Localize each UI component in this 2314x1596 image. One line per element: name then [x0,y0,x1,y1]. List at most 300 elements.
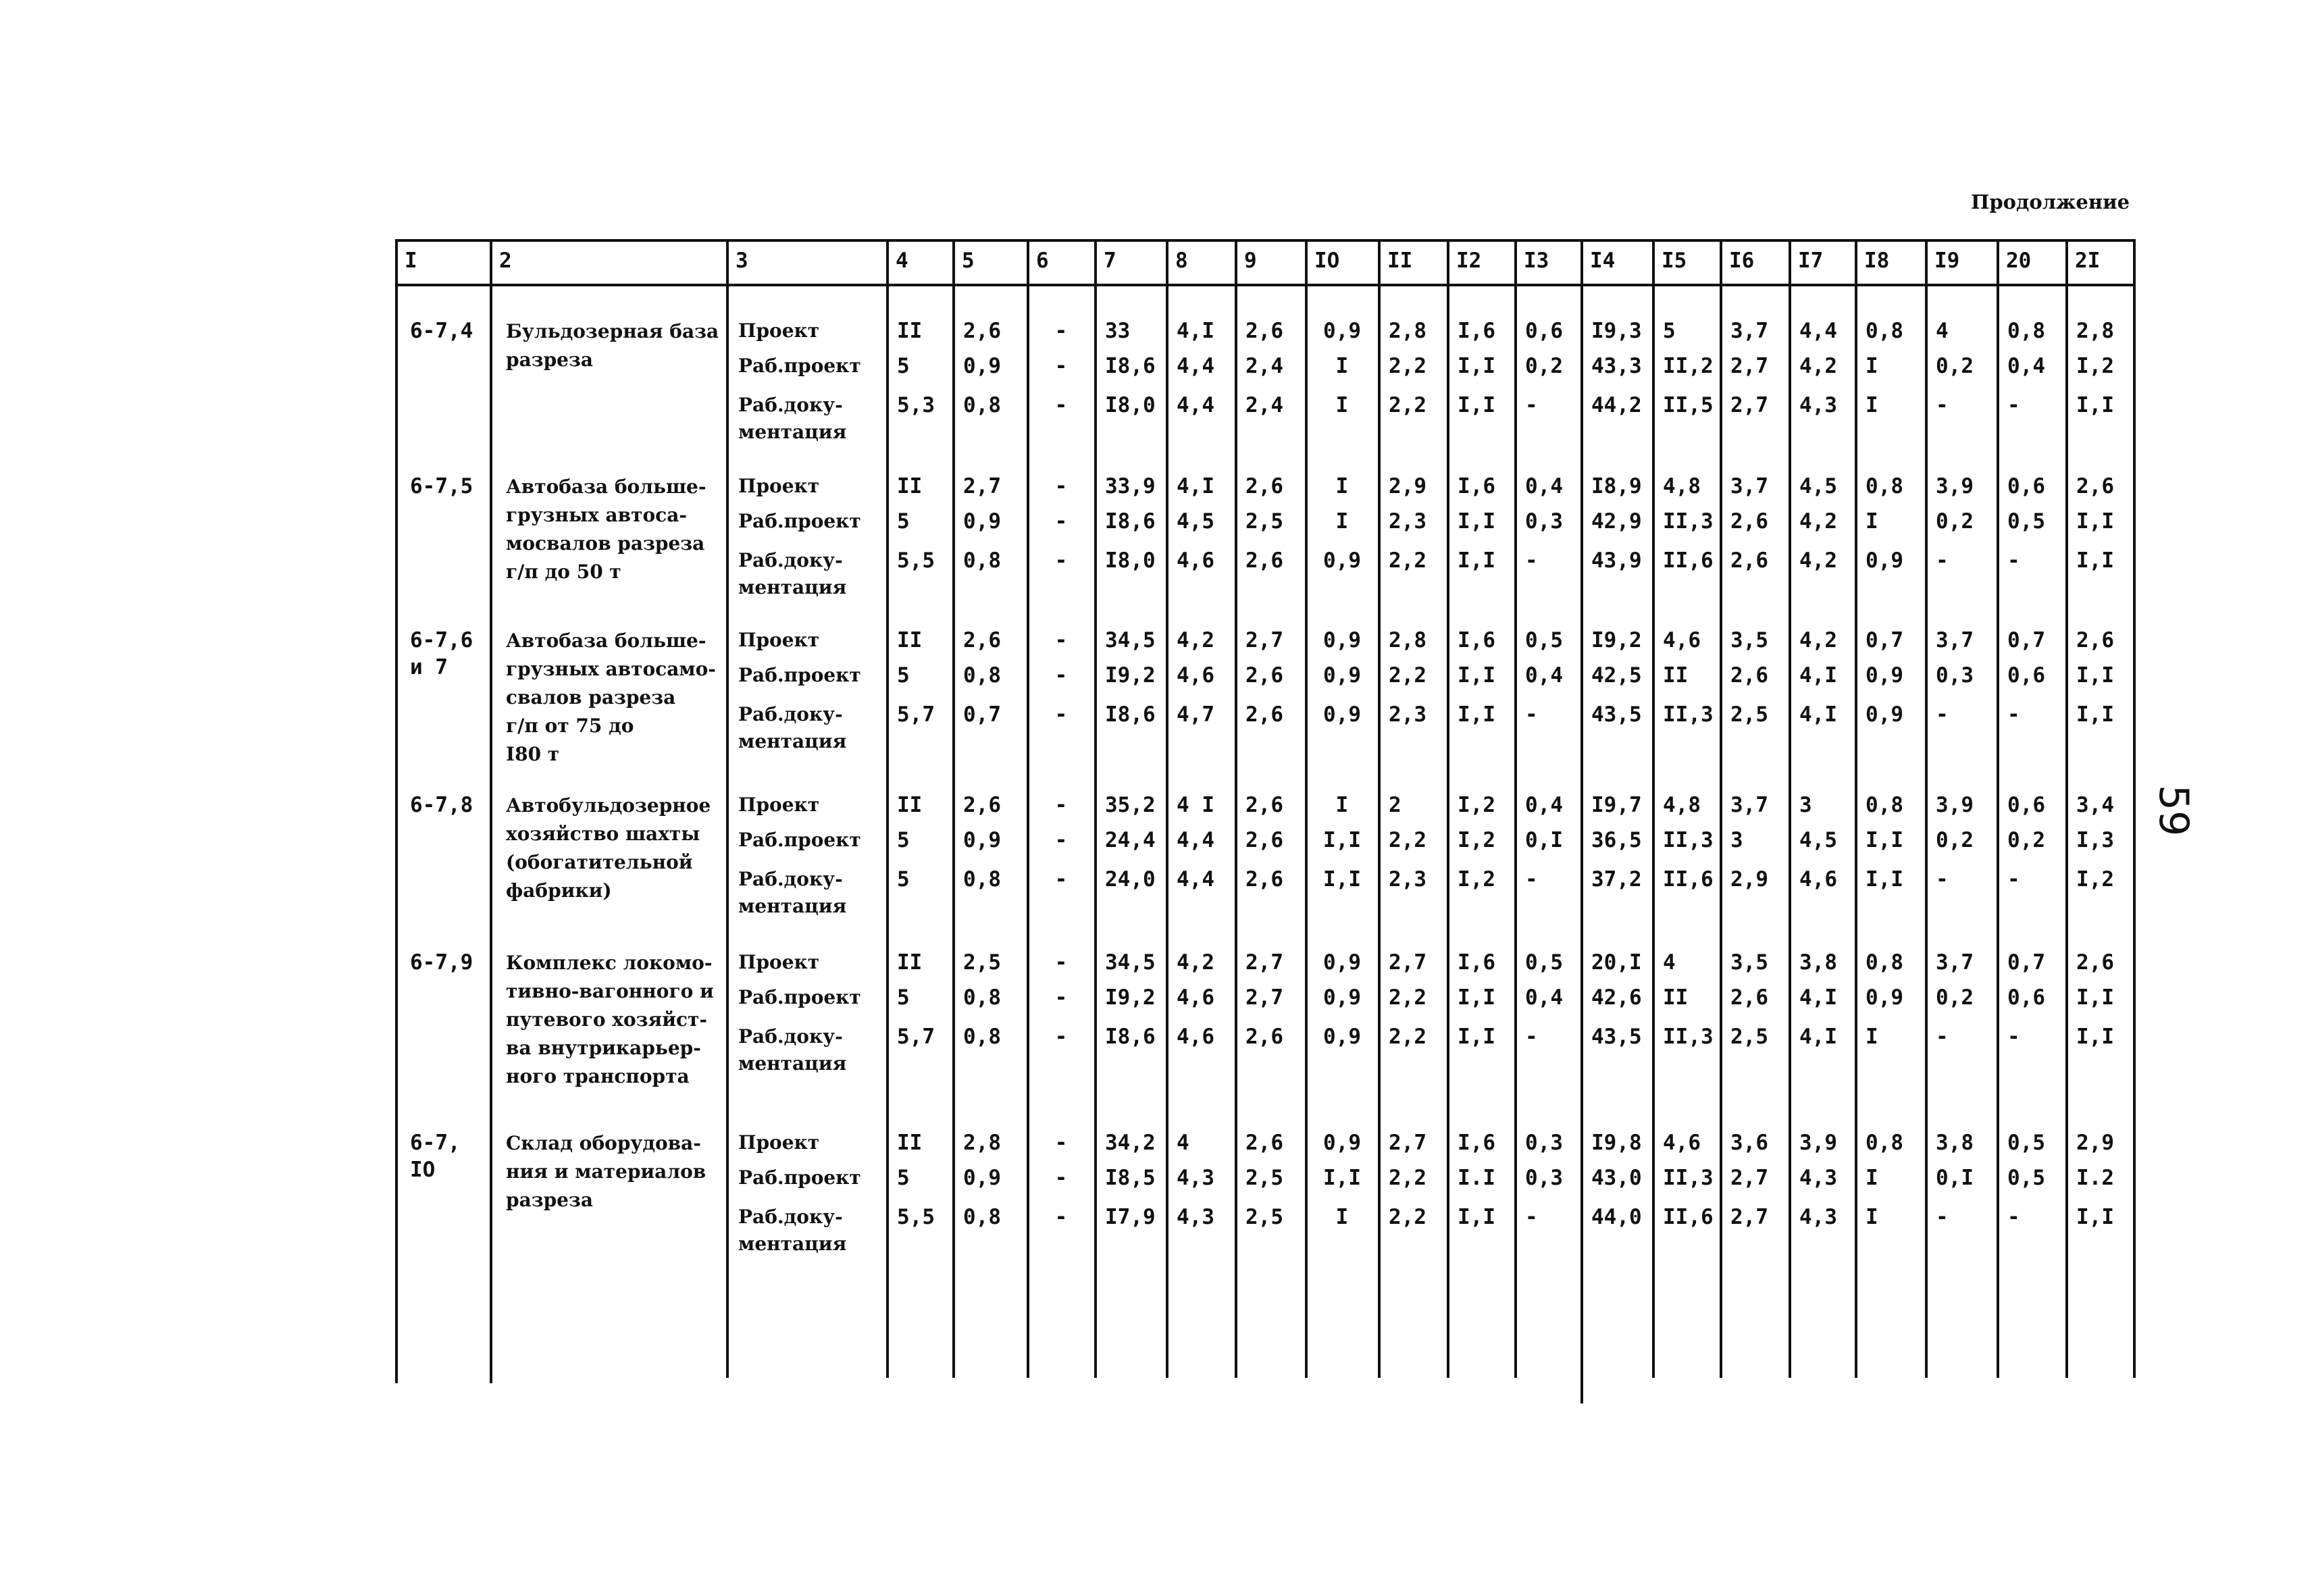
table-cell: 43,0 [1591,1166,1642,1190]
table-cell: - [1525,867,1538,892]
table-cell: 5,7 [897,1025,935,1049]
stage-label: Раб.доку- ментация [738,703,847,752]
table-cell: 0,I [1936,1166,1974,1190]
table-cell: 2,6 [1245,548,1283,573]
table-cell: I8,9 [1591,474,1642,498]
table-cell: I,I [1458,509,1495,534]
table-cell: 4,6 [1799,867,1837,892]
table-cell: 3,9 [1799,1131,1837,1155]
table-cell: 2,6 [2076,474,2114,498]
table-cell: 36,5 [1591,828,1642,852]
table-cell: 5 [897,985,910,1010]
table-cell: 24,0 [1105,867,1156,892]
table-cell: 0,6 [2007,793,2045,817]
table-cell: - [1054,509,1068,534]
table-cell: I,2 [1458,867,1495,892]
table-cell: II [897,1131,923,1155]
table-cell: I,2 [2076,867,2114,892]
table-cell: 2,2 [1389,1025,1426,1049]
table-cell: 0,7 [2007,628,2045,652]
table-cell: 4,8 [1663,474,1701,498]
table-cell: 2,5 [963,950,1001,975]
table-cell: - [2007,867,2020,892]
table-cell: - [1054,793,1068,817]
column-rule [726,239,729,1378]
table-cell: I8,0 [1105,548,1156,573]
table-cell: 2,2 [1389,548,1426,573]
table-cell: 3,7 [1730,474,1768,498]
table-cell: - [1054,1025,1068,1049]
table-cell: 2,6 [1245,793,1283,817]
table-cell: 0,8 [1866,319,1903,343]
table-cell: 3,5 [1730,950,1768,975]
group-code: 6-7,4 [410,319,473,343]
table-cell: 4,6 [1177,1025,1214,1049]
table-cell: 2,7 [1245,985,1283,1010]
table-cell: I,I [2076,393,2114,417]
table-cell: 2,5 [1245,1205,1283,1229]
table-cell: 0,8 [2007,319,2045,343]
table-cell: 0,4 [2007,354,2045,378]
table-cell: I,I [2076,985,2114,1010]
table-cell: 0,8 [963,393,1001,417]
table-cell: 2,6 [1730,509,1768,534]
table-cell: 2,3 [1389,702,1426,727]
table-cell: 0,7 [1866,628,1903,652]
table-cell: - [1054,828,1068,852]
table-cell: I,I [1458,548,1495,573]
table-cell: 2,4 [1245,393,1283,417]
table-cell: - [1054,1205,1068,1229]
table-cell: I.2 [2076,1166,2114,1190]
table-cell: I,I [1458,354,1495,378]
table-cell: 4,2 [1177,950,1214,975]
table-cell: I,6 [1458,1131,1495,1155]
table-cell: 2,8 [963,1131,1001,1155]
table-cell: I,I [1323,828,1361,852]
table-cell: 0,9 [963,509,1001,534]
table-cell: 0,9 [1323,548,1361,573]
table-cell: 0,7 [963,702,1001,727]
table-cell: 5 [1663,319,1676,343]
table-cell: I.I [1458,1166,1495,1190]
stage-label: Раб.проект [738,1166,861,1189]
table-cell: 0,8 [963,548,1001,573]
table-cell: 4,4 [1177,828,1214,852]
table-cell: 0,I [1525,828,1563,852]
table-cell: 3 [1730,828,1743,852]
table-cell: - [1054,867,1068,892]
table-cell: 43,5 [1591,702,1642,727]
table-cell: 2,7 [963,474,1001,498]
table-cell: I,I [1458,702,1495,727]
table-top-rule [395,239,2136,242]
table-cell: 4 [1936,319,1949,343]
table-cell: 4,I [1799,1025,1837,1049]
table-cell: 0,5 [2007,1166,2045,1190]
table-cell: - [1054,628,1068,652]
table-cell: 4,I [1799,985,1837,1010]
table-cell: - [2007,393,2020,417]
table-cell: - [1054,1166,1068,1190]
table-cell: I,I [2076,509,2114,534]
stage-label: Раб.проект [738,664,861,686]
table-cell: 2,9 [1389,474,1426,498]
table-cell: - [1054,663,1068,688]
table-cell: I,I [1866,828,1903,852]
table-cell: 34,2 [1105,1131,1156,1155]
table-cell: 2,5 [1730,1025,1768,1049]
table-cell: 2,7 [1245,950,1283,975]
table-cell: 42,5 [1591,663,1642,688]
table-cell: 2,6 [1245,828,1283,852]
table-cell: I8,6 [1105,354,1156,378]
column-header: I4 [1590,249,1616,273]
table-cell: 3 [1799,793,1812,817]
column-header: 8 [1175,249,1188,273]
table-cell: 42,6 [1591,985,1642,1010]
table-cell: I [1335,793,1349,817]
table-cell: I9,2 [1591,628,1642,652]
column-header: II [1387,249,1413,273]
table-cell: I,I [1458,1205,1495,1229]
table-cell: 3,7 [1936,950,1974,975]
table-cell: 0,2 [1936,828,1974,852]
table-cell: 44,0 [1591,1205,1642,1229]
column-header: I7 [1798,249,1824,273]
column-header: I2 [1456,249,1482,273]
table-cell: II,6 [1663,548,1714,573]
table-cell: 0,9 [1323,950,1361,975]
table-cell: I,6 [1458,319,1495,343]
table-cell: I,2 [1458,793,1495,817]
table-cell: 4,3 [1177,1166,1214,1190]
group-name: Автобаза больше- грузных автоса- мосвалов разреза г/п до 50 т [506,475,706,583]
table-cell: I [1866,509,1878,534]
table-cell: 4,I [1177,474,1214,498]
table-cell: I8,5 [1105,1166,1156,1190]
table-cell: - [1054,393,1068,417]
table-cell: 20,I [1591,950,1642,975]
table-cell: 4,4 [1177,867,1214,892]
table-cell: 5 [897,828,910,852]
table-cell: 4 [1663,950,1676,975]
table-cell: - [2007,1025,2020,1049]
table-cell: 4,6 [1663,628,1701,652]
table-cell: - [1525,393,1538,417]
table-cell: 4,I [1799,702,1837,727]
group-name: Автобульдозерное хозяйство шахты (обогатительной фабрики) [506,794,711,902]
table-cell: 2,7 [1730,354,1768,378]
table-cell: I,I [2076,1025,2114,1049]
table-cell: II,6 [1663,867,1714,892]
table-cell: - [1054,548,1068,573]
table-cell: 0,4 [1525,985,1563,1010]
table-cell: II,3 [1663,509,1714,534]
table-cell: - [1936,393,1949,417]
table-cell: - [2007,1205,2020,1229]
table-cell: 0,9 [1866,548,1903,573]
table-cell: 5,5 [897,548,935,573]
table-cell: 0,8 [963,663,1001,688]
table-cell: 24,4 [1105,828,1156,852]
stage-label: Раб.доку- ментация [738,1025,847,1075]
table-cell: 0,8 [963,867,1001,892]
table-cell: 4,6 [1177,663,1214,688]
table-cell: 2,9 [2076,1131,2114,1155]
column-header: 4 [896,249,908,273]
column-header: IO [1314,249,1340,273]
table-cell: 0,8 [963,1025,1001,1049]
table-cell: 0,4 [1525,663,1563,688]
table-cell: I [1335,354,1349,378]
table-cell: II,3 [1663,1025,1714,1049]
table-cell: - [1936,1025,1949,1049]
table-cell: 44,2 [1591,393,1642,417]
table-cell: 4,5 [1799,474,1837,498]
table-cell: 3,8 [1936,1131,1974,1155]
stage-label: Проект [738,794,820,816]
table-cell: 2,6 [1730,663,1768,688]
table-cell: - [1525,702,1538,727]
table-cell: 2,2 [1389,985,1426,1010]
table-cell: 0,5 [2007,1131,2045,1155]
table-cell: 2,6 [963,319,1001,343]
table-cell: 0,4 [1525,793,1563,817]
table-cell: 2,4 [1245,354,1283,378]
header-bottom-rule [395,284,2136,286]
group-name: Автобаза больше- грузных автосамо- свалов разреза г/п от 75 до I80 т [506,629,716,765]
table-cell: 2,7 [1389,950,1426,975]
column-header: 7 [1104,249,1116,273]
table-cell: 0,2 [1525,354,1563,378]
table-cell: 4,4 [1177,393,1214,417]
table-cell: 2,6 [1245,1025,1283,1049]
table-cell: - [1054,474,1068,498]
table-cell: 4,3 [1177,1205,1214,1229]
table-cell: 2,2 [1389,354,1426,378]
table-cell: 4,2 [1799,628,1837,652]
column-rule [395,239,398,1383]
table-cell: 4,I [1799,663,1837,688]
table-cell: II [897,319,923,343]
table-cell: 0,9 [963,828,1001,852]
table-cell: I,I [1458,393,1495,417]
column-header: I5 [1662,249,1687,273]
table-cell: 0,9 [1323,1131,1361,1155]
table-cell: 4,4 [1177,354,1214,378]
column-header: 3 [736,249,748,273]
table-cell: 0,9 [1323,985,1361,1010]
stage-label: Проект [738,629,820,651]
group-name: Комплекс локомо- тивно-вагонного и путевого хозяйст- ва внутрикарьер- ного транспорта [506,952,714,1087]
table-cell: 0,9 [1323,663,1361,688]
table-cell: 2,6 [963,628,1001,652]
column-header: I8 [1864,249,1890,273]
table-cell: I,6 [1458,474,1495,498]
table-cell: 4,6 [1177,548,1214,573]
column-header: 6 [1036,249,1049,273]
table-cell: 0,9 [1866,702,1903,727]
table-cell: I9,8 [1591,1131,1642,1155]
table-cell: 2,8 [2076,319,2114,343]
stage-label: Раб.проект [738,829,861,851]
table-cell: 2,6 [1245,702,1283,727]
table-cell: 5,5 [897,1205,935,1229]
column-header: 2 [499,249,512,273]
table-cell: 5 [897,663,910,688]
table-cell: 0,5 [2007,509,2045,534]
table-cell: I9,2 [1105,663,1156,688]
table-cell: 4,3 [1799,1166,1837,1190]
table-cell: - [1936,1205,1949,1229]
table-cell: 4,I [1177,319,1214,343]
column-header: I [405,249,417,273]
column-header: 2I [2075,249,2101,273]
table-cell: II [1663,985,1689,1010]
table-cell: II,3 [1663,1166,1714,1190]
table-cell: 3,7 [1730,793,1768,817]
table-cell: 2,2 [1389,1205,1426,1229]
table-cell: I,I [1866,867,1903,892]
table-cell: 33,9 [1105,474,1156,498]
table-cell: 0,8 [1866,474,1903,498]
stage-label: Раб.проект [738,510,861,532]
table-cell: I,I [1458,663,1495,688]
table-cell: 0,9 [1866,985,1903,1010]
table-cell: 3,4 [2076,793,2114,817]
table-cell: 0,3 [1525,1131,1563,1155]
table-cell: 43,3 [1591,354,1642,378]
table-cell: 2,6 [2076,628,2114,652]
stage-label: Проект [738,319,820,342]
table-cell: I [1866,1205,1878,1229]
table-cell: - [1525,1025,1538,1049]
table-cell: 0,2 [1936,354,1974,378]
table-cell: 3,8 [1799,950,1837,975]
table-cell: - [2007,548,2020,573]
table-cell: 42,9 [1591,509,1642,534]
table-cell: 5,7 [897,702,935,727]
table-cell: I,I [1323,1166,1361,1190]
table-cell: I,I [2076,548,2114,573]
table-cell: II,3 [1663,702,1714,727]
table-cell: 3,5 [1730,628,1768,652]
table-cell: 4,2 [1799,548,1837,573]
table-cell: I [1866,1025,1878,1049]
table-cell: 0,8 [963,1205,1001,1229]
table-cell: 4,3 [1799,1205,1837,1229]
table-cell: - [1054,985,1068,1010]
table-cell: 0,9 [963,354,1001,378]
table-cell: I,6 [1458,628,1495,652]
table-cell: I [1335,1205,1349,1229]
column-header: 20 [2006,249,2032,273]
table-cell: 33 [1105,319,1131,343]
table-cell: 3,6 [1730,1131,1768,1155]
table-cell: 0,9 [1866,663,1903,688]
table-cell: 4,4 [1799,319,1837,343]
stage-label: Раб.доку- ментация [738,394,847,443]
table-cell: - [1054,354,1068,378]
table-cell: 43,9 [1591,548,1642,573]
table-cell: - [1054,702,1068,727]
table-cell: 0,5 [1525,950,1563,975]
table-cell: - [1936,867,1949,892]
table-cell: 4,2 [1799,354,1837,378]
stage-label: Раб.доку- ментация [738,868,847,917]
table-cell: 0,4 [1525,474,1563,498]
table-cell: 2,6 [2076,950,2114,975]
table-cell: 0,8 [963,985,1001,1010]
table-cell: 0,3 [1525,1166,1563,1190]
table-cell: I,I [2076,663,2114,688]
table-cell: - [1054,319,1068,343]
stage-label: Раб.проект [738,986,861,1008]
table-cell: 2,2 [1389,393,1426,417]
table-cell: - [2007,702,2020,727]
group-code: 6-7,8 [410,793,473,817]
table-cell: 0,9 [1323,628,1361,652]
table-cell: II [1663,663,1689,688]
table-cell: I8,6 [1105,702,1156,727]
table-cell: 2,3 [1389,867,1426,892]
table-cell: 0,6 [1525,319,1563,343]
table-cell: 0,8 [1866,793,1903,817]
table-cell: 2,6 [1245,867,1283,892]
column-rule [490,239,492,1383]
group-code: 6-7,9 [410,950,473,975]
table-cell: 34,5 [1105,628,1156,652]
table-cell: 4,5 [1177,509,1214,534]
stage-label: Проект [738,951,820,973]
table-cell: I [1335,509,1349,534]
stage-label: Проект [738,475,820,497]
table-cell: - [1054,1131,1068,1155]
column-header: 9 [1244,249,1257,273]
group-name: Бульдозерная база разреза [506,320,719,371]
table-cell: 4 I [1177,793,1214,817]
column-rule [1094,239,1097,1378]
table-cell: I,I [1458,1025,1495,1049]
page-number: 59 [2150,784,2198,837]
table-cell: 34,5 [1105,950,1156,975]
table-cell: - [1936,548,1949,573]
table-cell: 2,2 [1389,663,1426,688]
table-cell: 0,2 [1936,985,1974,1010]
column-header: 5 [962,249,975,273]
table-cell: 5,3 [897,393,935,417]
table-cell: I9,7 [1591,793,1642,817]
table-cell: 2,7 [1245,628,1283,652]
table-cell: 0,8 [1866,1131,1903,1155]
table-cell: I8,6 [1105,1025,1156,1049]
table-cell: 2,7 [1730,393,1768,417]
table-cell: 4,3 [1799,393,1837,417]
table-cell: 4 [1177,1131,1189,1155]
table-cell: 4,8 [1663,793,1701,817]
table-cell: 5 [897,354,910,378]
table-cell: 4,5 [1799,828,1837,852]
table-cell: 5 [897,867,910,892]
table-cell: II,2 [1663,354,1714,378]
table-cell: 2,7 [1389,1131,1426,1155]
table-cell: 0,5 [1525,628,1563,652]
table-cell: 0,2 [1936,509,1974,534]
table-cell: 2,7 [1730,1166,1768,1190]
table-cell: 2,8 [1389,319,1426,343]
table-cell: 43,5 [1591,1025,1642,1049]
